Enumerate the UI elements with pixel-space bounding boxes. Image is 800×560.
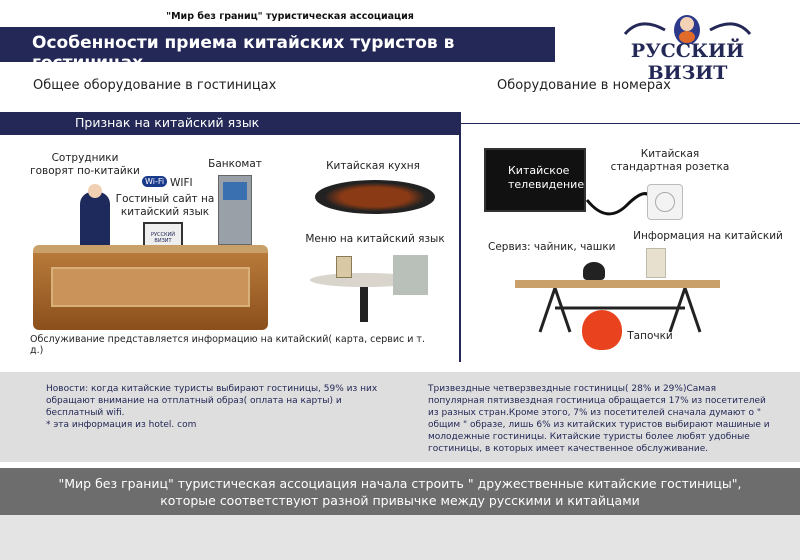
banner-line-2: которые соответствуют разной привычке между русскими и китайцами — [160, 493, 640, 508]
menu-card — [336, 256, 352, 278]
label-slippers: Тапочки — [627, 330, 673, 342]
wifi-icon: Wi-Fi — [142, 176, 167, 187]
banner — [0, 468, 800, 515]
logo-text: РУССКИЙ ВИЗИТ — [630, 40, 745, 84]
label-staff: Сотрудники говорят по-китайки — [30, 152, 140, 177]
atm-machine — [218, 175, 252, 245]
footer — [0, 515, 800, 560]
laptop: РУССКИЙ ВИЗИТ — [143, 222, 183, 248]
bench-image — [515, 280, 720, 288]
divider — [459, 112, 461, 362]
label-atm: Банкомат — [208, 158, 262, 170]
staff-figure — [80, 192, 110, 248]
matryoshka-icon — [605, 10, 770, 44]
label-socket: Китайская стандартная розетка — [610, 148, 730, 173]
logo — [605, 10, 770, 84]
right-heading: Оборудование в номерах — [497, 78, 671, 93]
socket-icon — [647, 184, 683, 220]
label-kettle: Сервиз: чайник, чашки — [488, 241, 616, 253]
dish-image — [315, 180, 435, 214]
kettle-image — [583, 262, 605, 280]
reception-desk — [33, 245, 268, 330]
label-site: Гостиный сайт на китайский язык — [115, 193, 215, 218]
service-note: Обслуживание представляется информацию на китайский( карта, сервис и т. д.) — [30, 334, 425, 357]
left-heading: Общее оборудование в гостиницах — [33, 78, 277, 93]
tv-image — [484, 148, 586, 212]
banner-line-1: "Мир без границ" туристическая ассоциация начала строить " дружественные китайские гостиницы", — [58, 476, 742, 491]
info-right: Тризвездные четверзвездные гостиницы( 28% и 29%)Самая популярная пятизвездная гостиница обращается 17% из посетителей из разных стран.Кроме этого, 7% из посетителей сначала думают о " общим " образе, лишь 6% из китайских туристов выбирают машиные и молодежные гостиницы. Китайские туристы более любят удобные гостиницы, в которых имеет качественное обслуживание. — [428, 384, 770, 454]
info-news: Новости: когда китайские туристы выбирают гостиницы, 59% из них обращают внимание на отплатный образ( оплата на карты) и бесплатный wifi. — [46, 384, 378, 418]
info-card — [646, 248, 666, 278]
label-cuisine: Китайская кухня — [326, 160, 420, 172]
info-source: * эта информация из hotel. com — [46, 420, 197, 430]
page-title: Особенности приема китайских туристов в гостиницах — [0, 27, 555, 62]
table-leg — [360, 287, 368, 322]
label-wifi: WIFI — [170, 177, 193, 189]
header-subtitle: "Мир без границ" туристическая ассоциация — [166, 11, 414, 22]
label-menu: Меню на китайский язык — [305, 233, 445, 245]
info-left — [46, 383, 386, 431]
label-info: Информация на китайский — [633, 230, 783, 242]
slippers-image — [582, 310, 622, 350]
label-tv: Китайское телевидение — [508, 164, 585, 191]
chair-image — [393, 255, 428, 295]
chinese-sign-bar: Признак на китайский язык — [0, 112, 460, 135]
divider — [460, 123, 800, 124]
cable-icon — [585, 180, 655, 220]
info-panel — [0, 372, 800, 462]
